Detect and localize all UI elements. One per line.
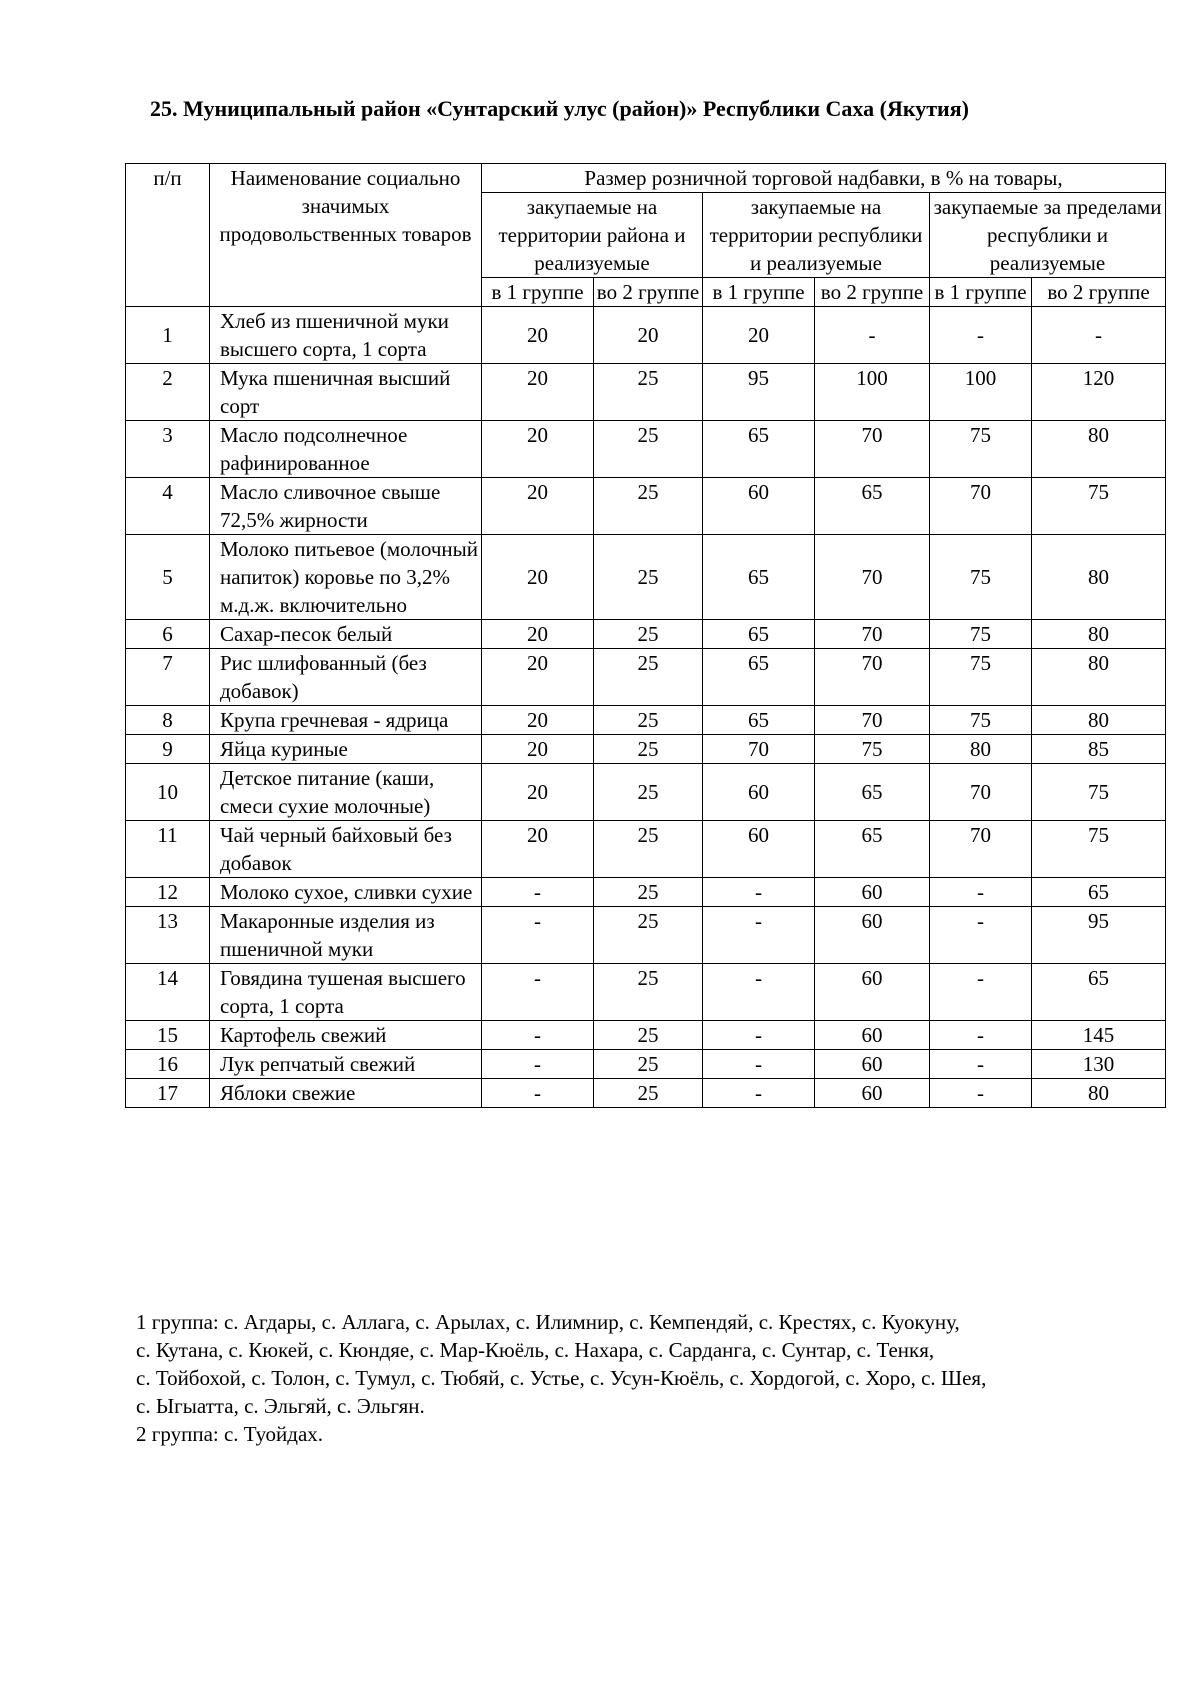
- markup-value: -: [930, 878, 1032, 907]
- row-number: 3: [126, 421, 210, 478]
- table-row: [126, 649, 1166, 706]
- markup-value: 65: [703, 620, 815, 649]
- markup-value: 145: [1032, 1021, 1166, 1050]
- markup-value: 60: [815, 1021, 930, 1050]
- table-row: [126, 878, 1166, 907]
- markup-value: 75: [930, 421, 1032, 478]
- header-group-2: во 2 группе: [1032, 278, 1166, 307]
- header-group-1: в 1 группе: [703, 278, 815, 307]
- markup-value: 75: [1032, 478, 1166, 535]
- product-name: Чай черный байховый без добавок: [210, 821, 482, 878]
- markup-value: -: [703, 1079, 815, 1108]
- markup-value: 25: [594, 964, 703, 1021]
- markup-value: -: [482, 1079, 594, 1108]
- markup-value: 20: [482, 764, 594, 821]
- markup-value: -: [930, 907, 1032, 964]
- markup-value: 25: [594, 878, 703, 907]
- markup-value: -: [703, 1021, 815, 1050]
- markup-value: 25: [594, 620, 703, 649]
- markup-value: -: [815, 307, 930, 364]
- markup-value: 25: [594, 478, 703, 535]
- markup-value: -: [482, 1050, 594, 1079]
- table-body: [126, 307, 1166, 1108]
- markup-value: -: [482, 964, 594, 1021]
- product-name: Яйца куриные: [210, 735, 482, 764]
- markup-value: 25: [594, 706, 703, 735]
- header-row-1: [126, 164, 1166, 193]
- table-row: [126, 735, 1166, 764]
- table-row: [126, 821, 1166, 878]
- markup-value: -: [482, 878, 594, 907]
- markup-value: 65: [815, 764, 930, 821]
- footnote-line: с. Тойбохой, с. Толон, с. Тумул, с. Тюбяй, с. Устье, с. Усун-Кюёль, с. Хордогой, с. Хоро, с. Шея,: [136, 1366, 987, 1390]
- row-number: 12: [126, 878, 210, 907]
- markup-table: [125, 163, 1166, 1108]
- row-number: 14: [126, 964, 210, 1021]
- product-name: Хлеб из пшеничной муки высшего сорта, 1 сорта: [210, 307, 482, 364]
- table-row: [126, 421, 1166, 478]
- markup-value: -: [703, 907, 815, 964]
- page-title: 25. Муниципальный район «Сунтарский улус (район)» Республики Саха (Якутия): [150, 96, 969, 121]
- table-row: [126, 907, 1166, 964]
- markup-value: 25: [594, 421, 703, 478]
- markup-value: 80: [1032, 649, 1166, 706]
- markup-value: 25: [594, 649, 703, 706]
- markup-value: 20: [482, 421, 594, 478]
- row-number: 11: [126, 821, 210, 878]
- product-name: Молоко питьевое (молочный напиток) коровье по 3,2% м.д.ж. включительно: [210, 535, 482, 620]
- markup-value: 75: [1032, 764, 1166, 821]
- markup-value: 20: [482, 364, 594, 421]
- markup-value: -: [930, 307, 1032, 364]
- row-number: 13: [126, 907, 210, 964]
- footnote-line: с. Ыгыатта, с. Эльгяй, с. Эльгян.: [136, 1394, 425, 1418]
- table-row: [126, 1079, 1166, 1108]
- markup-value: -: [703, 964, 815, 1021]
- markup-value: 25: [594, 821, 703, 878]
- row-number: 4: [126, 478, 210, 535]
- markup-value: 70: [930, 478, 1032, 535]
- markup-value: 60: [703, 821, 815, 878]
- markup-value: 25: [594, 735, 703, 764]
- markup-value: 65: [815, 821, 930, 878]
- markup-value: 25: [594, 535, 703, 620]
- markup-value: -: [930, 964, 1032, 1021]
- markup-value: 65: [1032, 878, 1166, 907]
- markup-value: -: [930, 1021, 1032, 1050]
- header-cat-republic: закупаемые на территории республики и реализуемые: [703, 193, 930, 278]
- row-number: 1: [126, 307, 210, 364]
- row-number: 16: [126, 1050, 210, 1079]
- table-row: [126, 307, 1166, 364]
- table-row: [126, 1021, 1166, 1050]
- product-name: Картофель свежий: [210, 1021, 482, 1050]
- markup-value: 80: [1032, 706, 1166, 735]
- product-name: Яблоки свежие: [210, 1079, 482, 1108]
- header-cat-outside: закупаемые за пределами республики и реализуемые: [930, 193, 1166, 278]
- markup-value: 25: [594, 364, 703, 421]
- table-row: [126, 706, 1166, 735]
- product-name: Рис шлифованный (без добавок): [210, 649, 482, 706]
- table-row: [126, 364, 1166, 421]
- product-name: Молоко сухое, сливки сухие: [210, 878, 482, 907]
- markup-value: 20: [482, 307, 594, 364]
- markup-value: 100: [930, 364, 1032, 421]
- footnote-line: с. Кутана, с. Кюкей, с. Кюндяе, с. Мар-Кюёль, с. Нахара, с. Сарданга, с. Сунтар, с. Тенкя,: [136, 1338, 935, 1362]
- markup-value: -: [482, 1021, 594, 1050]
- header-group-2: во 2 группе: [594, 278, 703, 307]
- product-name: Масло подсолнечное рафинированное: [210, 421, 482, 478]
- markup-value: 25: [594, 1079, 703, 1108]
- markup-value: 80: [1032, 535, 1166, 620]
- product-name: Макаронные изделия из пшеничной муки: [210, 907, 482, 964]
- product-name: Сахар-песок белый: [210, 620, 482, 649]
- product-name: Крупа гречневая - ядрица: [210, 706, 482, 735]
- markup-value: 70: [930, 764, 1032, 821]
- markup-value: 130: [1032, 1050, 1166, 1079]
- markup-value: 75: [930, 706, 1032, 735]
- markup-value: 60: [815, 1050, 930, 1079]
- markup-value: 20: [482, 821, 594, 878]
- markup-value: 75: [930, 649, 1032, 706]
- markup-value: 80: [1032, 1079, 1166, 1108]
- row-number: 6: [126, 620, 210, 649]
- markup-value: 65: [703, 535, 815, 620]
- markup-value: -: [703, 878, 815, 907]
- markup-value: 20: [482, 620, 594, 649]
- row-number: 15: [126, 1021, 210, 1050]
- markup-value: 20: [482, 735, 594, 764]
- product-name: Детское питание (каши, смеси сухие молочные): [210, 764, 482, 821]
- markup-value: 95: [1032, 907, 1166, 964]
- row-number: 10: [126, 764, 210, 821]
- markup-value: 75: [930, 620, 1032, 649]
- table-row: [126, 964, 1166, 1021]
- markup-value: 60: [815, 1079, 930, 1108]
- markup-value: 25: [594, 1050, 703, 1079]
- markup-value: 80: [930, 735, 1032, 764]
- markup-value: 65: [1032, 964, 1166, 1021]
- product-name: Мука пшеничная высший сорт: [210, 364, 482, 421]
- product-name: Говядина тушеная высшего сорта, 1 сорта: [210, 964, 482, 1021]
- markup-value: 60: [815, 878, 930, 907]
- header-name: Наименование социально значимых продовольственных товаров: [210, 164, 482, 307]
- markup-value: 60: [703, 764, 815, 821]
- markup-value: 65: [815, 478, 930, 535]
- markup-value: -: [930, 1050, 1032, 1079]
- header-group-1: в 1 группе: [930, 278, 1032, 307]
- markup-value: 65: [703, 649, 815, 706]
- product-name: Масло сливочное свыше 72,5% жирности: [210, 478, 482, 535]
- table-row: [126, 1050, 1166, 1079]
- markup-value: 60: [815, 907, 930, 964]
- header-group-1: в 1 группе: [482, 278, 594, 307]
- header-size: Размер розничной торговой надбавки, в % на товары,: [482, 164, 1166, 193]
- table-row: [126, 620, 1166, 649]
- markup-value: -: [482, 907, 594, 964]
- markup-value: -: [703, 1050, 815, 1079]
- row-number: 5: [126, 535, 210, 620]
- row-number: 2: [126, 364, 210, 421]
- markup-value: 75: [930, 535, 1032, 620]
- markup-value: 70: [815, 620, 930, 649]
- markup-value: 25: [594, 764, 703, 821]
- markup-value: 20: [482, 706, 594, 735]
- markup-value: -: [930, 1079, 1032, 1108]
- row-number: 17: [126, 1079, 210, 1108]
- markup-value: 95: [703, 364, 815, 421]
- markup-value: 75: [815, 735, 930, 764]
- row-number: 8: [126, 706, 210, 735]
- header-num: п/п: [126, 164, 210, 307]
- markup-value: 85: [1032, 735, 1166, 764]
- markup-value: 60: [703, 478, 815, 535]
- table-row: [126, 535, 1166, 620]
- row-number: 9: [126, 735, 210, 764]
- markup-value: 20: [482, 478, 594, 535]
- markup-value: 100: [815, 364, 930, 421]
- markup-value: 25: [594, 1021, 703, 1050]
- markup-value: 70: [815, 706, 930, 735]
- markup-value: 70: [703, 735, 815, 764]
- markup-value: 25: [594, 907, 703, 964]
- markup-value: 70: [815, 535, 930, 620]
- markup-value: 120: [1032, 364, 1166, 421]
- markup-value: 20: [594, 307, 703, 364]
- footnote-line: 1 группа: с. Агдары, с. Аллага, с. Арылах, с. Илимнир, с. Кемпендяй, с. Крестях, с. Куокуну,: [136, 1310, 960, 1334]
- table-row: [126, 764, 1166, 821]
- markup-value: 20: [482, 535, 594, 620]
- markup-value: 70: [815, 649, 930, 706]
- markup-value: 65: [703, 706, 815, 735]
- header-group-2: во 2 группе: [815, 278, 930, 307]
- markup-value: 80: [1032, 421, 1166, 478]
- product-name: Лук репчатый свежий: [210, 1050, 482, 1079]
- markup-value: 65: [703, 421, 815, 478]
- markup-value: 60: [815, 964, 930, 1021]
- markup-value: -: [1032, 307, 1166, 364]
- markup-value: 20: [482, 649, 594, 706]
- markup-value: 70: [930, 821, 1032, 878]
- table-row: [126, 478, 1166, 535]
- markup-value: 75: [1032, 821, 1166, 878]
- markup-value: 80: [1032, 620, 1166, 649]
- footnote-line: 2 группа: с. Туойдах.: [136, 1422, 324, 1446]
- header-cat-district: закупаемые на территории района и реализуемые: [482, 193, 703, 278]
- row-number: 7: [126, 649, 210, 706]
- footnote: [136, 1308, 1176, 1448]
- markup-value: 20: [703, 307, 815, 364]
- markup-value: 70: [815, 421, 930, 478]
